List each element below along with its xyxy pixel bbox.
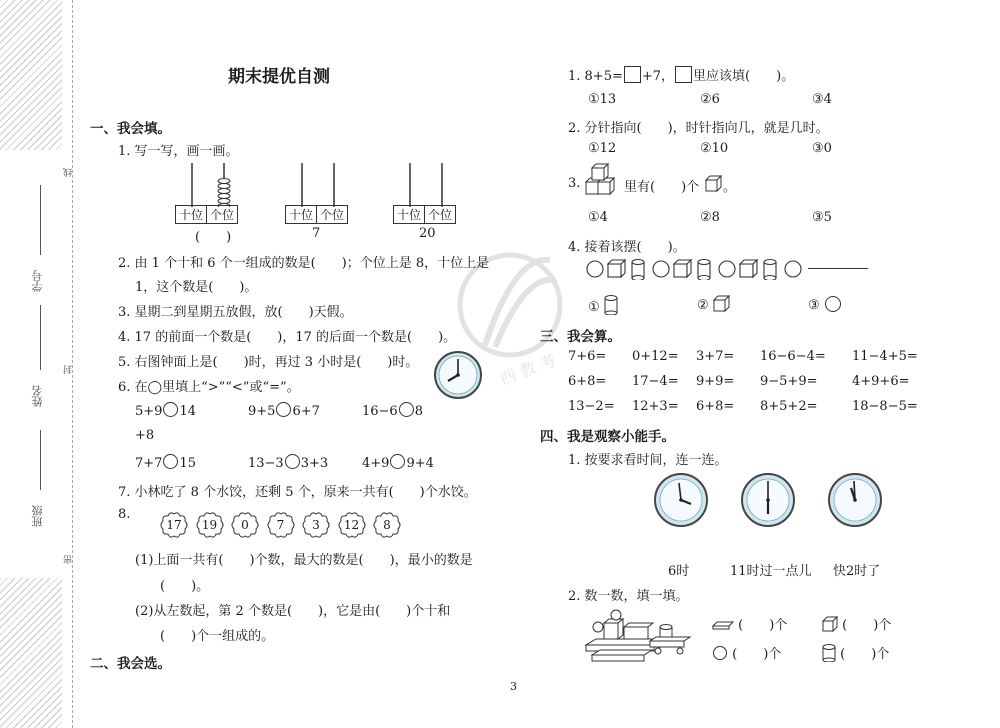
- compare-row-1-item-3: [362, 402, 423, 419]
- choice-q1-text-c: 里应该填( )。: [693, 69, 795, 84]
- clock-label-3: 快2时了: [833, 564, 881, 579]
- cut-line: [72, 0, 73, 728]
- flower-value: 0: [241, 518, 249, 532]
- compare-row-1-item-1: [135, 402, 196, 419]
- choice-q1-opt-1: ①13: [588, 92, 617, 107]
- compare-right: 9+4: [406, 456, 434, 471]
- compare-circle[interactable]: [163, 454, 178, 469]
- count-item-2: [822, 614, 891, 633]
- calc-item: 9+9=: [696, 374, 735, 389]
- block-figure: [584, 605, 694, 663]
- q8-1-text-a: (1)上面一共有( )个数，最大的数是( )，最小的数是: [135, 553, 473, 568]
- compare-circle[interactable]: [276, 402, 291, 417]
- q4-text: 4. 17 的前面一个数是( )，17 的后面一个数是( )。: [118, 330, 457, 345]
- shape-sequence: [586, 258, 826, 280]
- abacus-3-tens: 十位: [394, 206, 425, 224]
- class-field-label: 班级: [31, 505, 44, 527]
- flower-number: [267, 512, 295, 538]
- compare-left: 4+9: [362, 456, 390, 471]
- calc-item: 0+12=: [632, 349, 679, 364]
- compare-circle[interactable]: [390, 454, 405, 469]
- cube-stack-icon: [584, 162, 624, 198]
- choice-q4-opt-2: [697, 295, 731, 313]
- compare-right: 14: [179, 404, 196, 419]
- clock-label-2: 11时过一点儿: [730, 564, 812, 579]
- compare-right: 8: [414, 404, 423, 419]
- id-field-label: 学号: [31, 270, 44, 292]
- cylinder-icon: [604, 295, 618, 315]
- page-number: 3: [510, 680, 517, 693]
- flower-value: 19: [201, 518, 218, 532]
- flat-prism-icon: [712, 618, 734, 630]
- cylinder-icon: [822, 644, 836, 662]
- page-title: 期末提优自测: [228, 67, 330, 87]
- abacus-3-table: [393, 205, 456, 224]
- compare-circle[interactable]: [285, 454, 300, 469]
- count-blank: ( )个: [842, 618, 892, 633]
- calc-item: 6+8=: [696, 399, 735, 414]
- compare-left: 16−6: [362, 404, 398, 419]
- count-item-4: [822, 643, 889, 662]
- flower-number: [338, 512, 366, 538]
- choice-q1-opt-2: ②6: [700, 92, 720, 107]
- q2-text-a: 2. 由 1 个十和 6 个一组成的数是( )；个位上是 8，十位上是: [118, 256, 490, 271]
- compare-right: 15: [179, 456, 196, 471]
- flower-number: [231, 512, 259, 538]
- calc-item: 18−8−5=: [852, 399, 918, 414]
- choice-q2-opt-2: ②10: [700, 141, 729, 156]
- q2-text-b: 1，这个数是( )。: [135, 280, 258, 295]
- compare-right: 6+7: [292, 404, 320, 419]
- compare-left: 7+7: [135, 456, 163, 471]
- compare-left: 5+9: [135, 404, 163, 419]
- choice-q4-opt-3: [808, 295, 842, 313]
- answer-line: [808, 268, 868, 269]
- section-2-heading: 二、我会选。: [90, 656, 171, 672]
- choice-q1-opt-3: ③4: [812, 92, 832, 107]
- observe-q1-text: 1. 按要求看时间，连一连。: [568, 453, 728, 468]
- compare-row-1-item-2: [248, 402, 320, 419]
- id-field-line: [40, 185, 42, 255]
- choice-q3-opt-1: ①4: [588, 210, 608, 225]
- compare-row-2-text: +8: [135, 428, 155, 443]
- abacus-2-ones: 个位: [317, 206, 348, 224]
- abacus-1-tens: 十位: [176, 206, 207, 224]
- choice-q1-text-b: +7，: [641, 69, 675, 84]
- margin-hatch-bottom: [0, 578, 62, 728]
- abacus-3-value: 20: [419, 226, 436, 241]
- seal-mark-3: 线: [64, 168, 74, 177]
- choice-q3-opt-3: ③5: [812, 210, 832, 225]
- sphere-icon: [712, 645, 728, 661]
- calc-item: 8+5+2=: [760, 399, 818, 414]
- q7-text: 7. 小林吃了 8 个水饺，还剩 5 个，原来一共有( )个水饺。: [118, 485, 477, 500]
- calc-item: 16−6−4=: [760, 349, 826, 364]
- opt-3-label: ③: [808, 298, 820, 313]
- clock-3: [827, 472, 883, 528]
- section-4-heading: 四、我是观察小能手。: [540, 429, 675, 445]
- q1-text: 1. 写一写，画一画。: [118, 144, 239, 159]
- clock-1: [653, 472, 709, 528]
- compare-circle[interactable]: [399, 402, 414, 417]
- choice-q3-opt-2: ②8: [700, 210, 720, 225]
- calc-item: 13−2=: [568, 399, 615, 414]
- sphere-icon: [824, 295, 842, 313]
- choice-q4-opt-1: [588, 295, 618, 315]
- seal-mark-2: 封: [64, 365, 74, 374]
- compare-row-3-item-2: [248, 454, 328, 471]
- name-field-label: 姓名: [31, 385, 44, 407]
- abacus-2-tens: 十位: [286, 206, 317, 224]
- count-blank: ( )个: [738, 618, 788, 633]
- cube-icon: [705, 175, 723, 193]
- q5-clock: [433, 350, 483, 400]
- compare-left: 9+5: [248, 404, 276, 419]
- compare-row-3-item-1: [135, 454, 196, 471]
- q8-1-text-b: ( )。: [160, 579, 210, 594]
- choice-q2-text: 2. 分针指向( )，时针指向几，就是几时。: [568, 121, 829, 136]
- q3-text: 3. 星期二到星期五放假，放( )天假。: [118, 305, 353, 320]
- calc-item: 7+6=: [568, 349, 607, 364]
- abacus-1-value: ( ): [195, 230, 232, 245]
- abacus-3-ones: 个位: [425, 206, 456, 224]
- blank-box[interactable]: [624, 66, 641, 83]
- flower-number: [302, 512, 330, 538]
- compare-right: 3+3: [300, 456, 329, 471]
- flower-value: 12: [343, 518, 360, 532]
- flower-number: [160, 512, 188, 538]
- name-field-line: [40, 305, 42, 370]
- clock-2: [740, 472, 796, 528]
- choice-q3-label: 3.: [568, 176, 581, 191]
- q5-text: 5. 右图钟面上是( )时，再过 3 小时是( )时。: [118, 355, 419, 370]
- section-3-heading: 三、我会算。: [540, 329, 621, 345]
- abacus-3: [400, 163, 460, 207]
- observe-q2-text: 2. 数一数，填一填。: [568, 589, 689, 604]
- count-item-3: [712, 643, 781, 662]
- q8-2-text-b: ( )个一组成的。: [160, 629, 275, 644]
- margin-hatch-top: [0, 0, 62, 150]
- class-field-line: [40, 430, 42, 490]
- choice-q1: [568, 65, 794, 84]
- flower-number: [196, 512, 224, 538]
- section-1-heading: 一、我会填。: [90, 121, 171, 137]
- compare-left: 13−3: [248, 456, 284, 471]
- calc-item: 12+3=: [632, 399, 679, 414]
- choice-q3-end: 。: [723, 180, 737, 195]
- q8-2-text-a: (2)从左数起，第 2 个数是( )，它是由( )个十和: [135, 604, 451, 619]
- abacus-2: [292, 163, 352, 207]
- flower-value: 7: [276, 518, 285, 532]
- cube-icon: [822, 616, 838, 632]
- calc-item: 9−5+9=: [760, 374, 818, 389]
- opt-1-label: ①: [588, 300, 600, 315]
- choice-q2-opt-3: ③0: [812, 141, 832, 156]
- calc-item: 4+9+6=: [852, 374, 910, 389]
- abacus-2-value: 7: [312, 226, 321, 241]
- flower-value: 8: [383, 518, 391, 532]
- count-blank: ( )个: [840, 647, 890, 662]
- flower-value: 3: [312, 518, 320, 532]
- clock-label-1: 6时: [668, 564, 690, 579]
- cube-icon: [713, 295, 731, 313]
- abacus-2-table: [285, 205, 348, 224]
- choice-q2-opt-1: ①12: [588, 141, 617, 156]
- q6-text: 6. 在◯里填上“>”“<”或“=”。: [118, 380, 300, 395]
- abacus-1: [182, 163, 242, 207]
- compare-circle[interactable]: [163, 402, 178, 417]
- calc-item: 17−4=: [632, 374, 679, 389]
- watermark-text: 西 教 考: [497, 350, 559, 385]
- choice-q1-text-a: 1. 8+5=: [568, 69, 623, 84]
- abacus-1-table: [175, 205, 238, 224]
- calc-item: 3+7=: [696, 349, 735, 364]
- opt-2-label: ②: [697, 298, 709, 313]
- count-item-1: [712, 614, 787, 633]
- seal-mark-1: 密: [64, 555, 74, 564]
- abacus-1-ones: 个位: [207, 206, 238, 224]
- flower-number: [373, 512, 401, 538]
- flower-value: 17: [166, 518, 182, 532]
- calc-item: 6+8=: [568, 374, 607, 389]
- blank-box[interactable]: [675, 66, 692, 83]
- binding-margin: [0, 0, 74, 728]
- q8-label: 8.: [118, 507, 131, 522]
- calc-item: 11−4+5=: [852, 349, 918, 364]
- choice-q4-text: 4. 接着该摆( )。: [568, 240, 686, 255]
- compare-row-3-item-3: [362, 454, 434, 471]
- count-blank: ( )个: [732, 647, 782, 662]
- choice-q3-text: 里有( )个: [624, 180, 700, 195]
